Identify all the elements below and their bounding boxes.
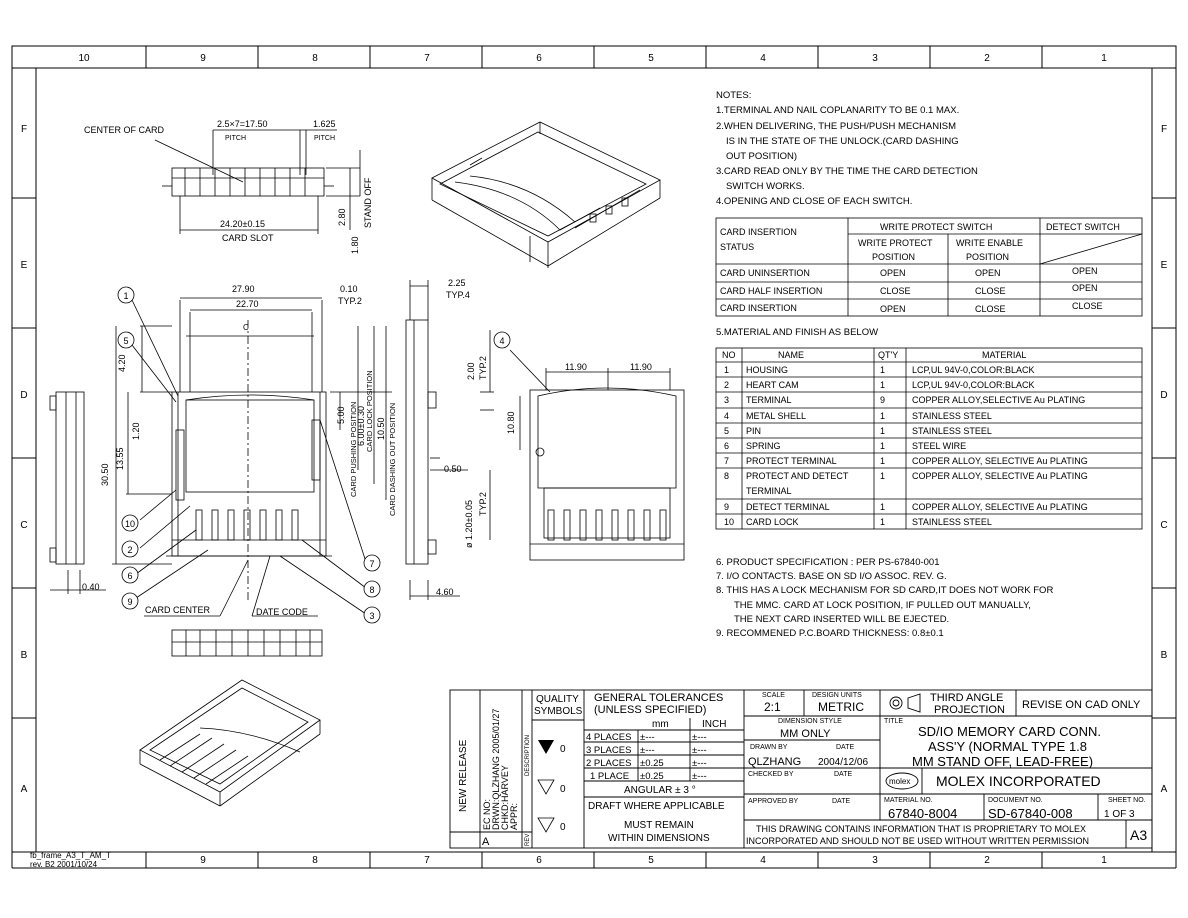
triangle-icon [538, 780, 554, 794]
zone-row: B [1160, 650, 1168, 661]
frame-info [30, 851, 111, 869]
svg-text:STATUS: STATUS [720, 242, 755, 252]
svg-text:DOCUMENT NO.: DOCUMENT NO. [988, 797, 1043, 804]
material-cell: TERMINAL [746, 395, 792, 405]
note-line: 7. I/O CONTACTS. BASE ON SD I/O ASSOC. REV. G. [716, 571, 947, 582]
zone-top: 4 [760, 53, 766, 64]
zone-bottom: 4 [760, 855, 766, 866]
bottom-view [510, 350, 684, 560]
right-side-view [406, 280, 494, 600]
svg-text:2 PLACES: 2 PLACES [586, 758, 632, 769]
svg-text:QT'Y: QT'Y [878, 350, 899, 360]
dim-2790: 27.90 [232, 284, 255, 294]
dim-460: 4.60 [436, 587, 454, 597]
svg-text:SCALE: SCALE [762, 692, 785, 699]
svg-text:DETECT SWITCH: DETECT SWITCH [1046, 222, 1120, 232]
zone-bottom: 1 [1101, 855, 1107, 866]
zone-row: A [20, 784, 28, 795]
material-cell: 1 [880, 502, 886, 512]
svg-text:WITHIN DIMENSIONS: WITHIN DIMENSIONS [608, 833, 710, 844]
material-cell: 1 [880, 411, 886, 421]
dim-pitch-a: 2.5×7=17.50 [217, 119, 268, 129]
svg-text:±---: ±--- [692, 732, 707, 743]
callout-number: 6 [127, 571, 133, 581]
svg-text:CLOSE: CLOSE [1072, 301, 1103, 311]
rev-label: REV [525, 833, 531, 846]
zone-row: F [1160, 124, 1168, 135]
svg-text:CLOSE: CLOSE [975, 286, 1006, 296]
dim-3050: 30.50 [100, 463, 110, 486]
material-cell: STAINLESS STEEL [912, 426, 992, 436]
zone-row: F [20, 124, 28, 135]
material-cell: DETECT TERMINAL [746, 502, 830, 512]
svg-text:mm: mm [652, 719, 669, 730]
svg-text:NAME: NAME [778, 350, 805, 360]
notes-2 [716, 557, 1053, 639]
zone-row: D [20, 390, 28, 401]
material-cell: 2 [724, 380, 730, 390]
dim-500: 5.00 [336, 406, 346, 424]
typ4-label: TYP.4 [446, 290, 470, 300]
svg-text:±---: ±--- [640, 745, 655, 756]
title-line: SD/IO MEMORY CARD CONN. [918, 724, 1101, 739]
checked-by-rev: CHKD:HARVEY [500, 765, 510, 830]
material-cell: METAL SHELL [746, 411, 807, 421]
svg-text:fb_frame_A3_T_AM_T: fb_frame_A3_T_AM_T [30, 851, 111, 860]
svg-text:OPEN: OPEN [1072, 266, 1098, 276]
svg-text:POSITION: POSITION [872, 252, 916, 262]
zone-top: 2 [984, 53, 990, 64]
material-cell: 1 [880, 517, 886, 527]
svg-text:0: 0 [560, 784, 566, 795]
note-line: OUT POSITION) [726, 151, 798, 162]
material-title: 5.MATERIAL AND FINISH AS BELOW [716, 327, 879, 338]
svg-text:WRITE PROTECT SWITCH: WRITE PROTECT SWITCH [880, 222, 993, 232]
callout-number: 8 [369, 585, 375, 595]
pos-out-label: CARD DASHING OUT POSITION [388, 402, 397, 516]
zone-top: 1 [1101, 53, 1107, 64]
dim-1190-a: 11.90 [565, 362, 587, 372]
material-cell: 5 [724, 426, 730, 436]
material-cell: PIN [746, 426, 762, 436]
zone-row: D [1160, 390, 1168, 401]
svg-text:ANGULAR ± 3 °: ANGULAR ± 3 ° [624, 785, 696, 796]
zone-row: E [1160, 260, 1168, 271]
svg-text:±---: ±--- [692, 758, 707, 769]
svg-text:WRITE PROTECT: WRITE PROTECT [858, 238, 933, 248]
note-line: 6. PRODUCT SPECIFICATION : PER PS-67840-001 [716, 557, 940, 568]
svg-text:CHECKED BY: CHECKED BY [748, 771, 794, 778]
svg-text:4 PLACES: 4 PLACES [586, 732, 632, 743]
svg-text:1 PLACE: 1 PLACE [590, 771, 630, 782]
material-cell: 4 [724, 411, 730, 421]
iso-view-top [432, 122, 660, 268]
zone-row: E [20, 260, 28, 271]
card-center-label: CARD CENTER [145, 605, 211, 615]
svg-text:WRITE ENABLE: WRITE ENABLE [956, 238, 1024, 248]
svg-text:±---: ±--- [692, 771, 707, 782]
svg-text:CARD HALF INSERTION: CARD HALF INSERTION [720, 286, 823, 296]
svg-text:CLOSE: CLOSE [975, 304, 1006, 314]
material-cell: HOUSING [746, 365, 789, 375]
material-cell: 8 [724, 471, 730, 481]
pos-lock-label: CARD LOCK POSITION [365, 370, 374, 452]
material-cell: CARD LOCK [746, 517, 799, 527]
zone-bottom: 9 [200, 855, 206, 866]
typ2-label: TYP.2 [478, 492, 488, 516]
callout-number: 3 [369, 611, 375, 621]
dim-050: 0.50 [444, 464, 462, 474]
callout-number: 5 [123, 336, 129, 346]
dim-200: 2.00 [466, 362, 476, 380]
title-line: ASS'Y (NORMAL TYPE 1.8 [928, 739, 1088, 754]
rev-letter: A [482, 836, 490, 848]
material-cell: 1 [880, 456, 886, 466]
revise-note: REVISE ON CAD ONLY [1022, 699, 1141, 711]
zone-bottom: 7 [424, 855, 430, 866]
dim-slot: 24.20±0.15 [220, 219, 265, 229]
document-number: SD-67840-008 [988, 806, 1073, 821]
svg-text:SYMBOLS: SYMBOLS [534, 706, 583, 717]
drawn-by-rev: DRWN:QLZHANG 2005/01/27 [491, 708, 501, 830]
material-cell: TERMINAL [746, 486, 792, 496]
svg-text:CARD INSERTION: CARD INSERTION [720, 303, 797, 313]
material-cell: 7 [724, 456, 730, 466]
typ2-label: TYP.2 [338, 296, 362, 306]
svg-text:MATERIAL: MATERIAL [982, 350, 1027, 360]
svg-text:±0.25: ±0.25 [640, 758, 664, 769]
scale-value: 2:1 [764, 700, 781, 714]
drawn-by: QLZHANG [748, 756, 802, 768]
note-line: IS IN THE STATE OF THE UNLOCK.(CARD DASHING [726, 136, 959, 147]
svg-text:3 PLACES: 3 PLACES [586, 745, 632, 756]
svg-text:GENERAL TOLERANCES: GENERAL TOLERANCES [594, 692, 724, 704]
material-cell: 9 [724, 502, 730, 512]
note-line: THE NEXT CARD INSERTED WILL BE EJECTED. [734, 614, 950, 625]
svg-text:PROJECTION: PROJECTION [934, 704, 1005, 716]
material-cell: 1 [880, 426, 886, 436]
svg-text:MM ONLY: MM ONLY [780, 728, 831, 740]
svg-text:INCH: INCH [702, 719, 727, 730]
left-side-view [50, 392, 106, 594]
material-cell: 6 [724, 441, 730, 451]
zone-bottom: 2 [984, 855, 990, 866]
zone-row: C [20, 520, 28, 531]
material-cell: 1 [880, 441, 886, 451]
zone-row: A [1160, 784, 1168, 795]
dim-225: 2.25 [448, 278, 466, 288]
zone-bottom: 5 [648, 855, 654, 866]
svg-text:MUST REMAIN: MUST REMAIN [624, 820, 694, 831]
svg-text:MATERIAL NO.: MATERIAL NO. [884, 797, 933, 804]
note-line: 1.TERMINAL AND NAIL COPLANARITY TO BE 0.1 MAX. [716, 105, 960, 116]
svg-text:CARD UNINSERTION: CARD UNINSERTION [720, 268, 810, 278]
zone-bottom: 8 [312, 855, 318, 866]
front-view-labels [84, 119, 373, 254]
svg-text:APPROVED BY: APPROVED BY [748, 798, 799, 805]
note-line: 2.WHEN DELIVERING, THE PUSH/PUSH MECHANISM [716, 121, 957, 132]
callout-number: 4 [499, 336, 505, 346]
zone-top: 6 [536, 53, 542, 64]
sheet-size: A3 [1130, 827, 1148, 843]
title-line: MM STAND OFF, LEAD-FREE) [912, 754, 1094, 769]
material-cell: PROTECT AND DETECT [746, 471, 849, 481]
svg-text:THIRD ANGLE: THIRD ANGLE [930, 692, 1004, 704]
zone-bottom: 6 [536, 855, 542, 866]
center-of-card-label: CENTER OF CARD [84, 125, 165, 135]
quality-symbols [538, 740, 554, 832]
material-cell: 10 [724, 517, 735, 527]
svg-text:NO: NO [722, 350, 736, 360]
dim-2270: 22.70 [236, 299, 259, 309]
dim-1190-b: 11.90 [630, 362, 652, 372]
note-line: THE MMC. CARD AT LOCK POSITION, IF PULLED OUT MANUALLY, [734, 600, 1031, 611]
date-code-label: DATE CODE [256, 607, 308, 617]
bottom-front-view [172, 630, 322, 656]
svg-text:TITLE: TITLE [884, 718, 904, 725]
dim-1355: 13.55 [115, 447, 125, 470]
company-name: MOLEX INCORPORATED [936, 773, 1101, 789]
svg-text:CLOSE: CLOSE [880, 286, 911, 296]
zone-top: 10 [78, 53, 90, 64]
material-cell: 1 [880, 380, 886, 390]
material-cell: 1 [880, 471, 886, 481]
c-mark: C [243, 323, 249, 332]
svg-text:DATE: DATE [834, 771, 853, 778]
material-cell: STEEL WIRE [912, 441, 967, 451]
svg-text:CARD INSERTION: CARD INSERTION [720, 227, 797, 237]
svg-text:OPEN: OPEN [880, 268, 906, 278]
callout-number: 7 [369, 559, 375, 569]
switch-table-text [720, 222, 1120, 314]
material-cell: 9 [880, 395, 886, 405]
zone-top: 5 [648, 53, 654, 64]
material-cell: COPPER ALLOY, SELECTIVE Au PLATING [912, 471, 1088, 481]
dim-1080: 10.80 [506, 411, 516, 434]
material-cell: COPPER ALLOY, SELECTIVE Au PLATING [912, 502, 1088, 512]
svg-text:POSITION: POSITION [966, 252, 1010, 262]
svg-text:DRAWN BY: DRAWN BY [750, 744, 788, 751]
notes-title: NOTES: [716, 90, 752, 101]
material-cell: 1 [724, 365, 730, 375]
molex-logo: molex [889, 777, 911, 786]
zone-row: C [1160, 520, 1168, 531]
drawn-date: 2004/12/06 [818, 757, 869, 768]
triangle-filled-icon [538, 740, 554, 754]
stand-off-label: STAND OFF [363, 177, 373, 228]
dim-420: 4.20 [117, 354, 127, 372]
callout-number: 2 [127, 545, 133, 555]
description-label: DESCRIPTION [525, 734, 531, 776]
dim-280: 2.80 [337, 208, 347, 226]
material-cell: 1 [880, 365, 886, 375]
ec-no: EC NO: [482, 798, 492, 830]
svg-text:DIMENSION STYLE: DIMENSION STYLE [778, 718, 842, 725]
svg-text:OPEN: OPEN [1072, 283, 1098, 293]
zone-top: 8 [312, 53, 318, 64]
note-line: 4.OPENING AND CLOSE OF EACH SWITCH. [716, 196, 913, 207]
svg-text:DESIGN UNITS: DESIGN UNITS [812, 692, 862, 699]
zone-row: B [20, 650, 28, 661]
svg-text:±0.25: ±0.25 [640, 771, 664, 782]
svg-text:THIS DRAWING CONTAINS INFORMAT: THIS DRAWING CONTAINS INFORMATION THAT IS PROPRIETARY TO MOLEX [756, 824, 1087, 834]
callout-number: 10 [124, 519, 136, 529]
zone-top: 9 [200, 53, 206, 64]
material-table-text [722, 350, 1088, 527]
svg-text:OPEN: OPEN [880, 304, 906, 314]
material-cell: SPRING [746, 441, 781, 451]
svg-text:INCORPORATED AND SHOULD NOT BE: INCORPORATED AND SHOULD NOT BE USED WITHOUT WRITTEN PERMISSION [746, 836, 1090, 846]
card-slot-label: CARD SLOT [222, 233, 274, 243]
material-cell: STAINLESS STEEL [912, 517, 992, 527]
zone-top: 3 [872, 53, 878, 64]
svg-text:QUALITY: QUALITY [536, 694, 579, 705]
note-line: 8. THIS HAS A LOCK MECHANISM FOR SD CARD,IT DOES NOT WORK FOR [716, 585, 1054, 596]
note-line: 9. RECOMMENED P.C.BOARD THICKNESS: 0.8±0.1 [716, 628, 944, 639]
svg-text:0: 0 [560, 744, 566, 755]
svg-text:DATE: DATE [836, 744, 855, 751]
callout-number: 1 [123, 291, 129, 301]
svg-text:rev. B2 2001/10/24: rev. B2 2001/10/24 [30, 860, 98, 869]
dim-1050: 10.50 [376, 417, 386, 440]
callout-number: 9 [127, 597, 133, 607]
title-block-text [458, 692, 1147, 848]
dim-pin: ø 1.20±0.05 [464, 500, 474, 548]
material-cell: COPPER ALLOY,SELECTIVE Au PLATING [912, 395, 1086, 405]
pos-push-label: CARD PUSHING POSITION [349, 401, 358, 497]
dim-040: 0.40 [82, 582, 100, 592]
material-cell: STAINLESS STEEL [912, 411, 992, 421]
material-cell: 3 [724, 395, 730, 405]
svg-text:(UNLESS SPECIFIED): (UNLESS SPECIFIED) [594, 704, 707, 716]
notes [716, 90, 978, 207]
approved-by-rev: APPR: [509, 802, 519, 830]
zone-bottom: 3 [872, 855, 878, 866]
new-release: NEW RELEASE [458, 739, 469, 812]
dim-180: 1.80 [350, 236, 360, 254]
pitch-label: PITCH [314, 135, 335, 142]
typ2-label: TYP.2 [478, 356, 488, 380]
iso-view-bottom [140, 680, 320, 806]
svg-text:±---: ±--- [640, 732, 655, 743]
material-cell: PROTECT TERMINAL [746, 456, 837, 466]
material-number: 67840-8004 [888, 806, 958, 821]
note-line: SWITCH WORKS. [726, 181, 805, 192]
material-cell: COPPER ALLOY, SELECTIVE Au PLATING [912, 456, 1088, 466]
svg-text:±---: ±--- [692, 745, 707, 756]
svg-text:DATE: DATE [832, 798, 851, 805]
dim-pitch-b: 1.625 [313, 119, 336, 129]
svg-text:0: 0 [560, 822, 566, 833]
pitch-label: PITCH [225, 135, 246, 142]
triangle-icon [538, 818, 554, 832]
units-value: METRIC [818, 700, 864, 714]
svg-text:SHEET NO.: SHEET NO. [1108, 797, 1146, 804]
sheet-number: 1 OF 3 [1104, 809, 1135, 820]
dim-010: 0.10 [340, 284, 358, 294]
material-cell: LCP,UL 94V-0,COLOR:BLACK [912, 380, 1035, 390]
dim-120: 1.20 [131, 422, 141, 440]
svg-text:OPEN: OPEN [975, 268, 1001, 278]
material-cell: HEART CAM [746, 380, 799, 390]
dim-600: 6.00±0.30 [356, 406, 366, 446]
svg-text:DRAFT WHERE APPLICABLE: DRAFT WHERE APPLICABLE [588, 801, 725, 812]
note-line: 3.CARD READ ONLY BY THE TIME THE CARD DETECTION [716, 166, 978, 177]
material-cell: LCP,UL 94V-0,COLOR:BLACK [912, 365, 1035, 375]
zone-top: 7 [424, 53, 430, 64]
